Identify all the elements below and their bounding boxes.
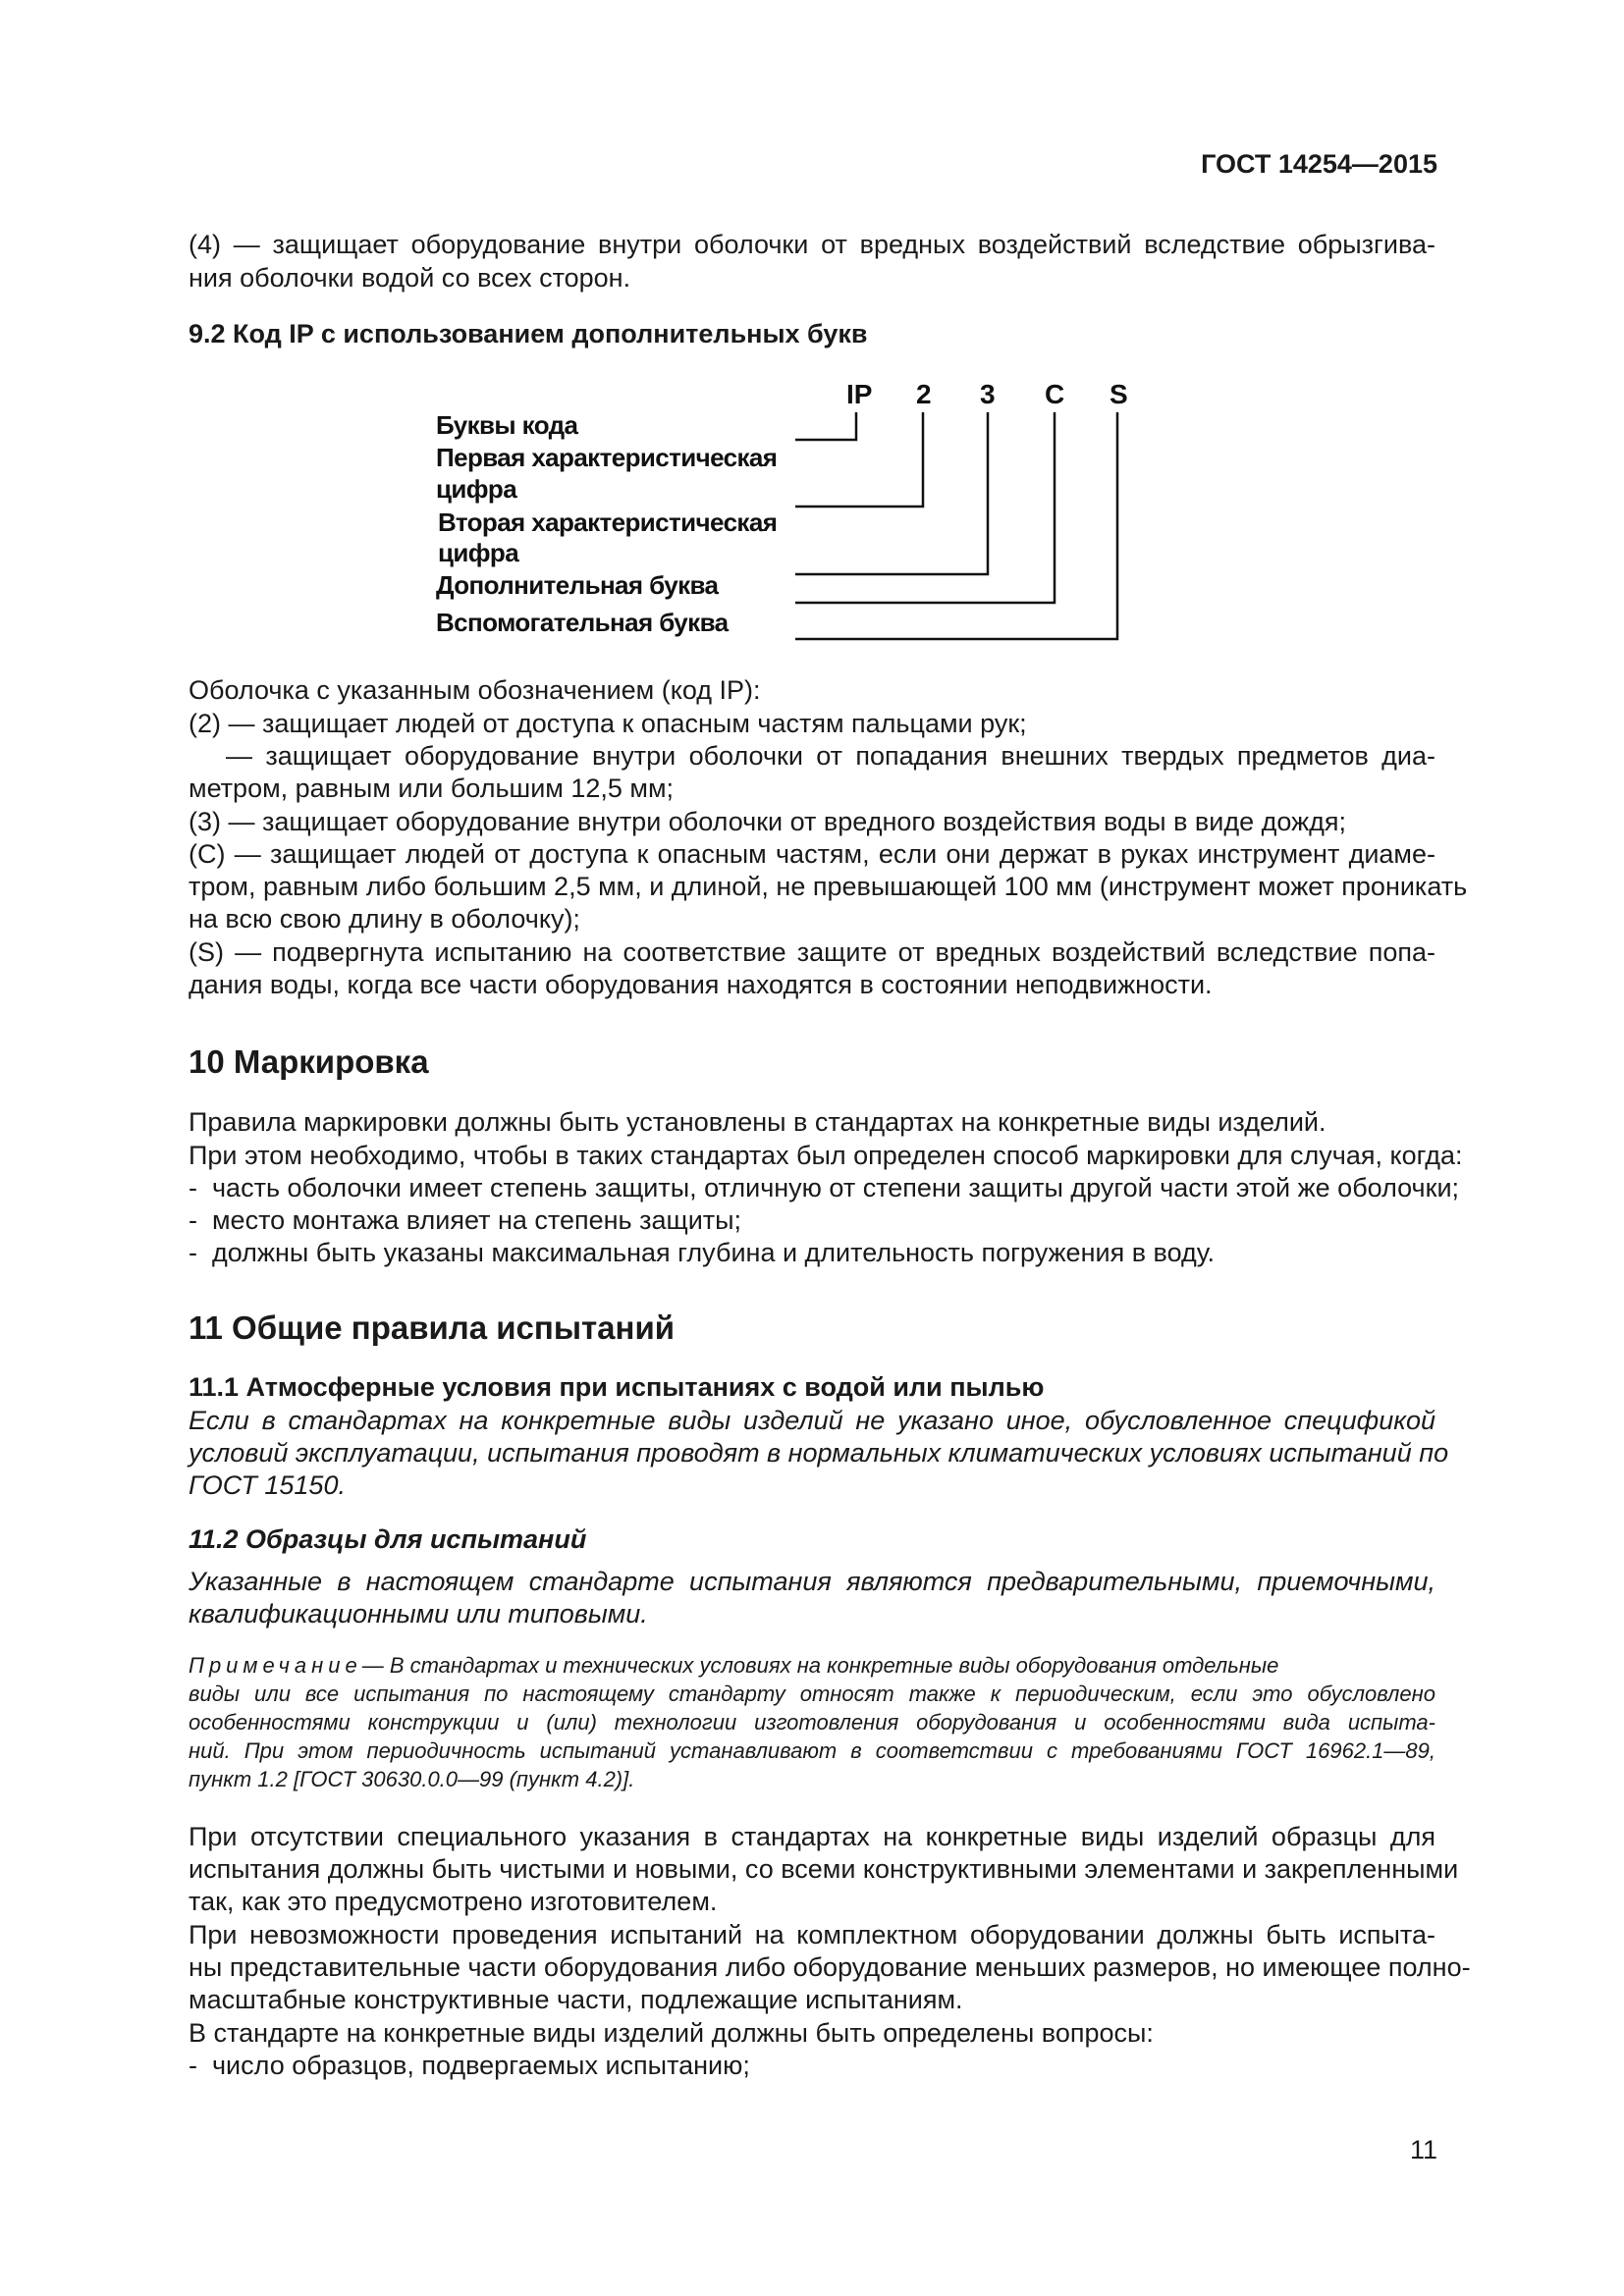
leader-line-letters [795,412,856,440]
section-11-2-title: 11.2 Образцы для испытаний [189,1524,587,1554]
p3-line2: - число образцов, подвергаемых испытанию; [189,2051,750,2080]
explanation-c-line2: тром, равным либо большим 2,5 мм, и длиной, не превышающей 100 мм (инструмент может проникать [189,872,1468,901]
section-11-2-line2: квалификационными или типовыми. [189,1599,648,1629]
section-11-1-line3: ГОСТ 15150. [189,1470,346,1500]
explanation-c-line3: на всю свою длину в оболочку); [189,904,580,934]
para-4-text-line1: (4) — защищает оборудование внутри оболочки от вредных воздействий вследствие обрызгива- [189,230,1435,259]
p2-line1: При невозможности проведения испытаний на комплектном оборудовании должны быть испыта- [189,1920,1435,1949]
section-11-2-line1: Указанные в настоящем стандарте испытания являются предварительными, приемочными, [189,1567,1435,1596]
explanation-s-line2: дания воды, когда все части оборудования находятся в состоянии неподвижности. [189,970,1213,999]
para-4-text-line2: ния оболочки водой со всех сторон. [189,263,631,293]
label-code-letters: Буквы кода [436,410,578,440]
note-line4: ний. При этом периодичность испытаний устанавливают в соответствии с требованиями ГОСТ 16962.1—89, [189,1738,1435,1763]
p1-line2: испытания должны быть чистыми и новыми, со всеми конструктивными элементами и закрепленными [189,1854,1459,1884]
section-11-1-line2: условий эксплуатации, испытания проводят в нормальных климатических условиях испытаний по [189,1438,1449,1468]
ip-code-additional-letter: C [1045,379,1065,409]
explanation-s-line1: (S) — подвергнута испытанию на соответствие защите от вредных воздействий вследствие попа- [189,937,1435,967]
label-supplementary-letter: Вспомогательная буква [436,608,729,637]
note-line1-text: — В стандартах и технических условиях на конкретные виды оборудования отдельные [361,1653,1279,1678]
p1-line1: При отсутствии специального указания в стандартах на конкретные виды изделий образцы для [189,1822,1435,1851]
page-number: 11 [1409,2135,1437,2164]
explanation-2-people: (2) — защищает людей от доступа к опасным частям пальцами рук; [189,709,1027,738]
p3-line1: В стандарте на конкретные виды изделий должны быть определены вопросы: [189,2018,1154,2048]
explanation-2-objects-line1: — защищает оборудование внутри оболочки от попадания внешних твердых предметов диа- [226,741,1435,771]
note-line1 [189,1653,1435,1679]
section-10-line2: При этом необходимо, чтобы в таких стандартах был определен способ маркировки для случая, когда: [189,1141,1463,1170]
ip-code-second-digit: 3 [980,379,996,409]
section-10-item1: - часть оболочки имеет степень защиты, отличную от степени защиты другой части этой же оболочки; [189,1173,1460,1202]
section-11-title: 11 Общие правила испытаний [189,1309,676,1346]
section-11-1-title: 11.1 Атмосферные условия при испытаниях с водой или пылью [189,1372,1045,1402]
section-11-1-line1: Если в стандартах на конкретные виды изделий не указано иное, обусловленное спецификой [189,1406,1435,1435]
p1-line3: так, как это предусмотрено изготовителем. [189,1887,718,1916]
note-line5: пункт 1.2 [ГОСТ 30630.0.0—99 (пункт 4.2)]. [189,1767,635,1791]
label-first-digit-1: Первая характеристическая [436,443,778,472]
ip-code-first-digit: 2 [916,379,932,409]
explanation-intro: Оболочка с указанным обозначением (код IP): [189,675,761,705]
section-10-item2: - место монтажа влияет на степень защиты; [189,1205,742,1235]
label-second-digit-2: цифра [438,538,519,567]
section-9-2-title: 9.2 Код IP с использованием дополнительных букв [189,319,868,348]
ip-diagram-leader-lines [0,0,1624,687]
note-line2: виды или все испытания по настоящему стандарту относят также к периодическим, если это обусловлено [189,1682,1435,1706]
label-second-digit-1: Вторая характеристическая [438,507,778,537]
ip-code-supplementary-letter: S [1110,379,1128,409]
label-first-digit-2: цифра [436,474,517,504]
explanation-2-objects-line2: метром, равным или большим 12,5 мм; [189,774,675,803]
explanation-c-line1: (C) — защищает людей от доступа к опасным частям, если они держат в руках инструмент диаме- [189,839,1435,869]
p2-line3: масштабные конструктивные части, подлежащие испытаниям. [189,1985,963,2014]
section-10-line1: Правила маркировки должны быть установлены в стандартах на конкретные виды изделий. [189,1107,1326,1137]
section-10-title: 10 Маркировка [189,1043,429,1080]
p2-line2: ны представительные части оборудования либо оборудование меньших размеров, но имеющее полно- [189,1952,1471,1982]
section-10-item3: - должны быть указаны максимальная глубина и длительность погружения в воду. [189,1238,1216,1267]
leader-line-first-digit [795,412,923,507]
note-label: Примечание [189,1653,362,1678]
note-line3: особенностями конструкции и (или) технологии изготовления оборудования и особенностями вида испыта- [189,1710,1435,1735]
label-additional-letter: Дополнительная буква [436,570,719,600]
leader-line-supplementary [795,412,1117,639]
document-header: ГОСТ 14254—2015 [1201,149,1437,179]
explanation-3-water: (3) — защищает оборудование внутри оболочки от вредного воздействия воды в виде дождя; [189,807,1347,836]
leader-line-second-digit [795,412,988,574]
ip-code-letters: IP [846,379,873,409]
